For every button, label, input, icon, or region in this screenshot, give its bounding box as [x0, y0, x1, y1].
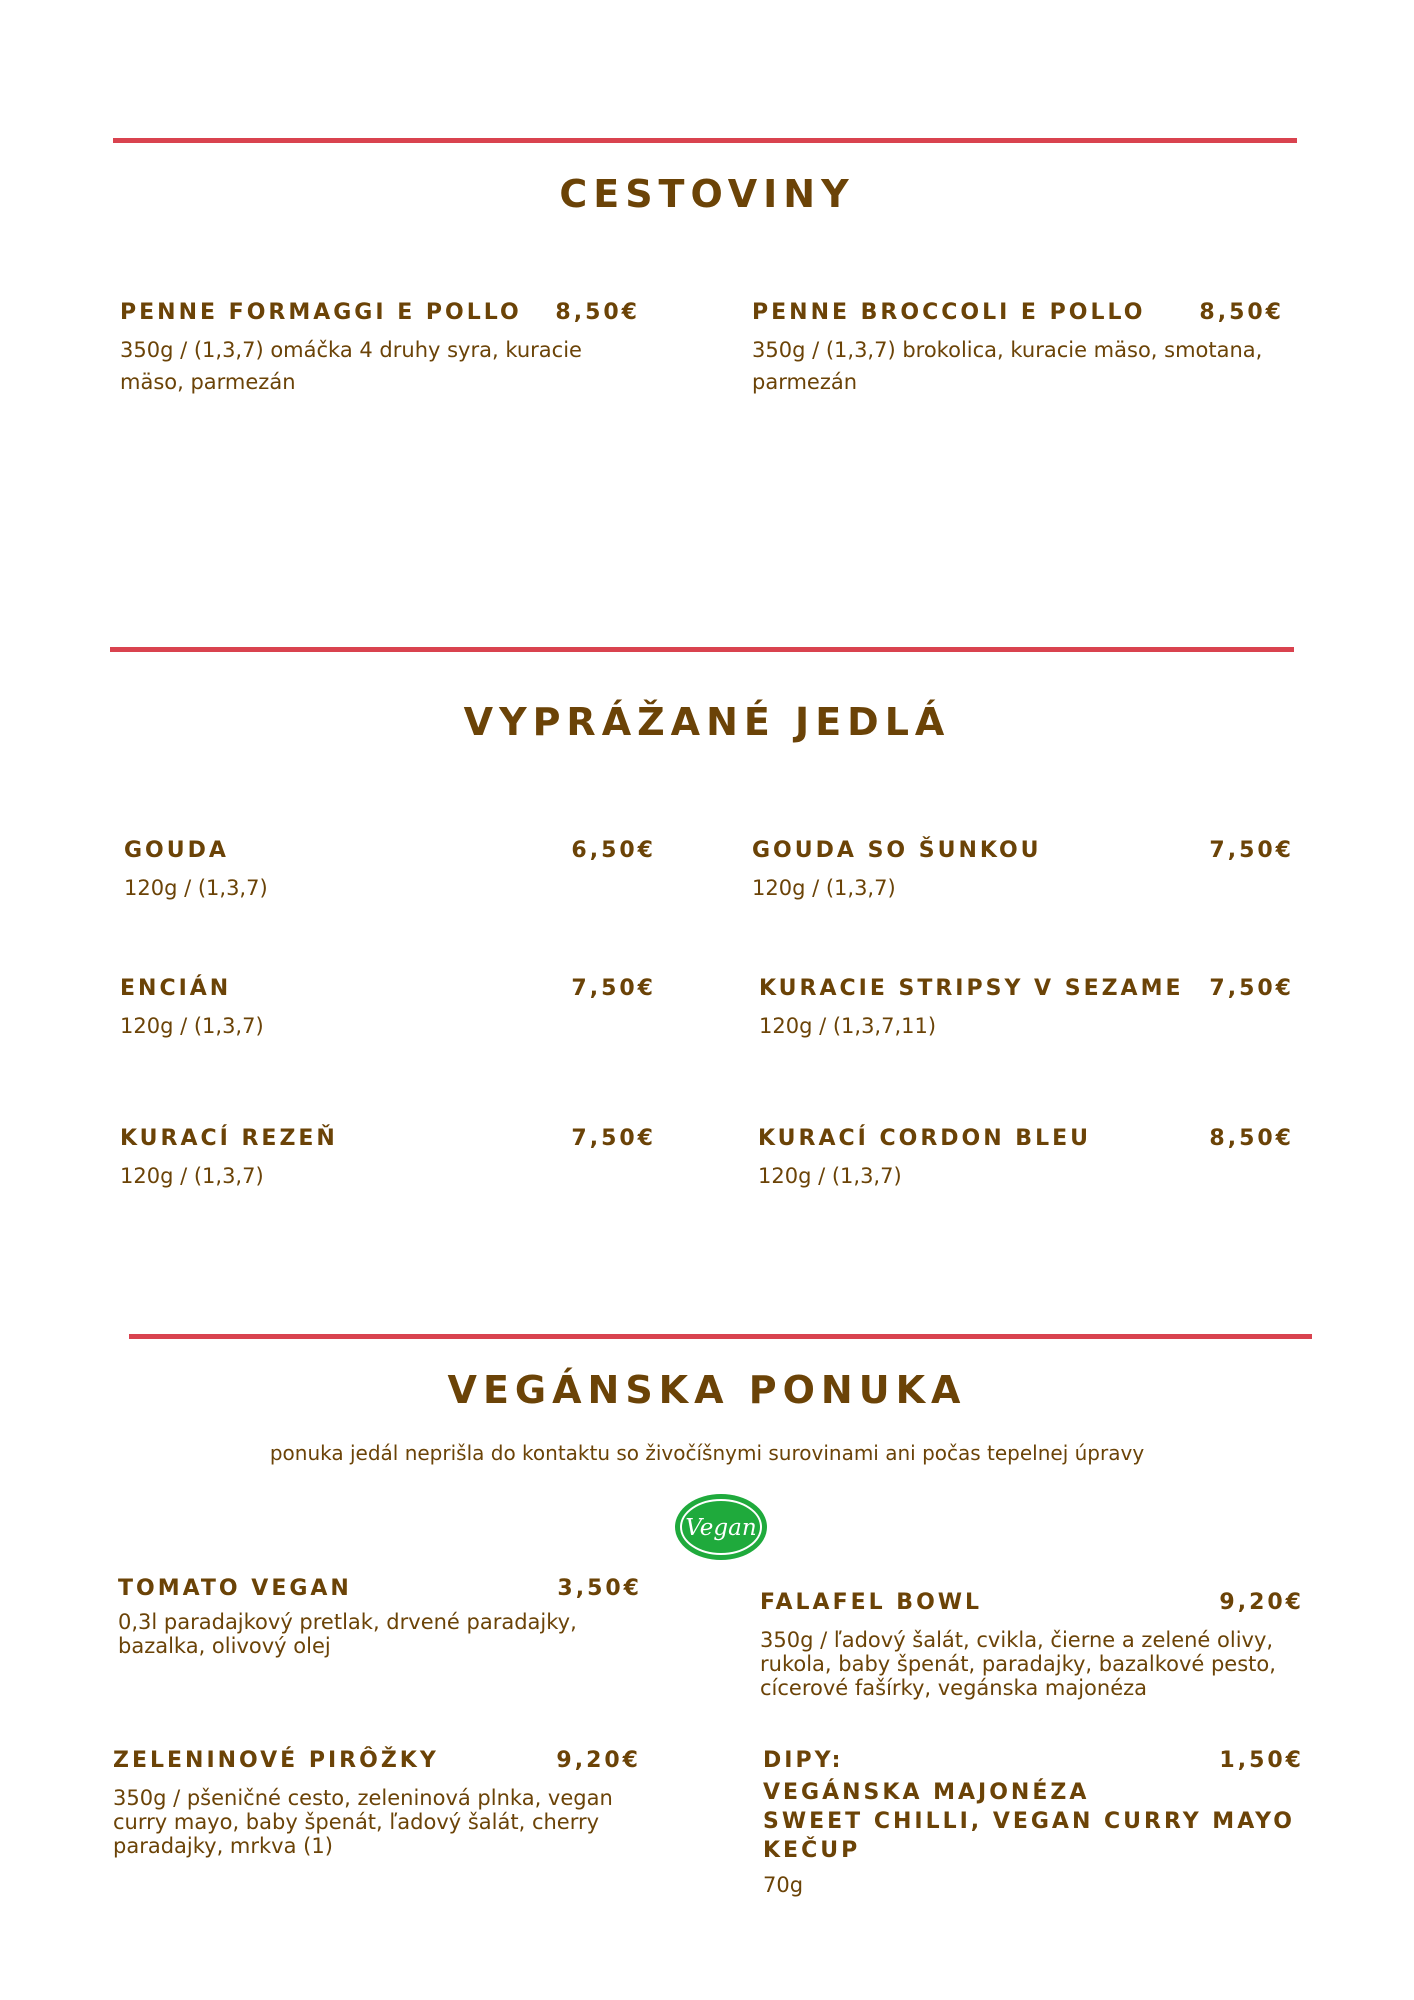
item-price: 6,50€ [571, 838, 656, 863]
item-description: 120g / (1,3,7) [120, 1164, 264, 1188]
item-description: 350g / pšeničné cesto, zeleninová plnka, vegan curry mayo, baby špenát, ľadový šalát, cherry paradajky, mrkva (1) [113, 1786, 613, 1858]
item-description: 120g / (1,3,7,11) [759, 1014, 937, 1038]
item-price: 8,50€ [1199, 300, 1284, 325]
item-price: 8,50€ [1209, 1126, 1294, 1151]
menu-item-tomato-vegan [118, 1576, 642, 1658]
item-name: KURACÍ CORDON BLEU [758, 1126, 1091, 1151]
item-price: 3,50€ [557, 1576, 642, 1601]
item-name: ZELENINOVÉ PIRÔŽKY [113, 1748, 439, 1773]
item-description: 350g / (1,3,7) brokolica, kuracie mäso, smotana, parmezán [752, 338, 1263, 394]
dip-weight: 70g [763, 1873, 804, 1897]
vegan-subtitle: ponuka jedál neprišla do kontaktu so živočíšnymi surovinami ani počas tepelnej úpravy [269, 1441, 1145, 1465]
menu-item-dipy [763, 1748, 1304, 1901]
menu-item-gouda [124, 838, 656, 904]
item-price: 7,50€ [1209, 838, 1294, 863]
item-price: 7,50€ [1209, 976, 1294, 1001]
item-price: 8,50€ [555, 300, 640, 325]
section-title-pasta: CESTOVINY [559, 172, 855, 216]
section-title-vegan: VEGÁNSKA PONUKA [447, 1368, 967, 1412]
dip-option: SWEET CHILLI, VEGAN CURRY MAYO [763, 1809, 1295, 1834]
item-description: 0,3l paradajkový pretlak, drvené paradajky, bazalka, olivový olej [118, 1610, 577, 1658]
menu-item-kuracie-stripsy [759, 976, 1294, 1042]
section-title-fried: VYPRÁŽANÉ JEDLÁ [463, 700, 951, 744]
item-name: KURACÍ REZEŇ [120, 1126, 338, 1151]
menu-item-cordon-bleu [758, 1126, 1294, 1192]
menu-item-gouda-sunka [752, 838, 1294, 904]
vegan-badge-text: Vegan [685, 1515, 757, 1541]
divider-vegan [129, 1334, 1312, 1339]
item-name: GOUDA [124, 838, 229, 863]
item-name: ENCIÁN [120, 976, 232, 1001]
item-name: PENNE BROCCOLI E POLLO [752, 300, 1146, 325]
dip-option: VEGÁNSKA MAJONÉZA [763, 1780, 1090, 1805]
item-name: DIPY: [763, 1748, 844, 1773]
item-name: GOUDA SO ŠUNKOU [752, 838, 1042, 863]
item-price: 7,50€ [571, 1126, 656, 1151]
item-name: PENNE FORMAGGI E POLLO [120, 300, 522, 325]
item-price: 9,20€ [556, 1748, 641, 1773]
menu-item-falafel-bowl [760, 1590, 1304, 1700]
vegan-badge-icon [672, 1492, 770, 1562]
divider-fried [110, 647, 1294, 652]
menu-item-penne-formaggi [120, 300, 640, 398]
divider-pasta [113, 138, 1297, 143]
menu-item-kuraci-rezen [120, 1126, 656, 1192]
menu-item-zeleninove-pirozky [113, 1748, 641, 1858]
item-description: 120g / (1,3,7) [758, 1164, 902, 1188]
item-name: KURACIE STRIPSY V SEZAME [759, 976, 1184, 1001]
item-description: 120g / (1,3,7) [120, 1014, 264, 1038]
item-description: 120g / (1,3,7) [752, 876, 896, 900]
menu-item-encian [120, 976, 656, 1042]
item-description: 120g / (1,3,7) [124, 876, 268, 900]
item-description: 350g / ľadový šalát, cvikla, čierne a zelené olivy, rukola, baby špenát, paradajky, bazalkové pesto, cícerové fašírky, vegánska majonéza [760, 1628, 1276, 1700]
item-price: 7,50€ [571, 976, 656, 1001]
item-description: 350g / (1,3,7) omáčka 4 druhy syra, kuracie mäso, parmezán [120, 338, 582, 394]
dip-option: KEČUP [763, 1838, 861, 1863]
item-price: 9,20€ [1219, 1590, 1304, 1615]
item-name: FALAFEL BOWL [760, 1590, 983, 1615]
menu-item-penne-broccoli [752, 300, 1284, 398]
item-price: 1,50€ [1219, 1748, 1304, 1773]
item-name: TOMATO VEGAN [118, 1576, 352, 1601]
